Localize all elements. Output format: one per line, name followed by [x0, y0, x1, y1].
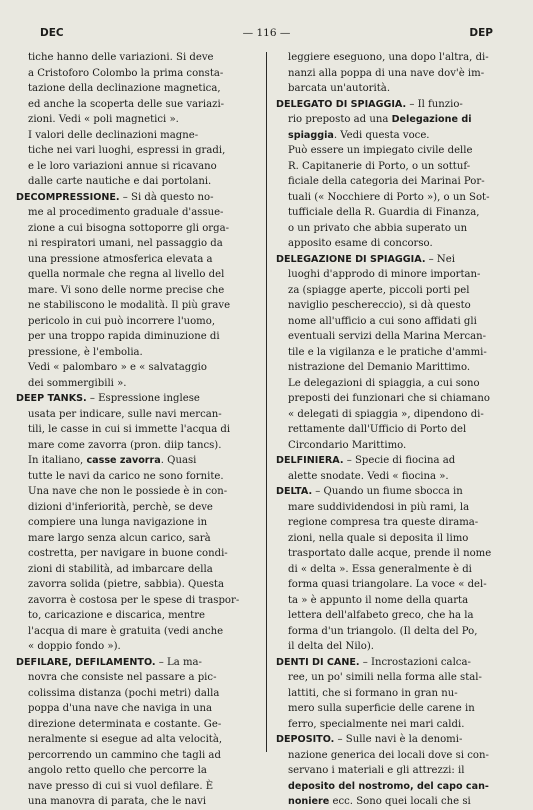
line-text: za (spiagge aperte, piccoli porti pel — [288, 284, 470, 296]
text-line — [276, 469, 516, 485]
line-text: I valori delle declinazioni magne- — [28, 129, 199, 141]
entry-term: DELEGAZIONE DI SPIAGGIA. — [276, 253, 426, 265]
line-text: barcata un'autorità. — [288, 83, 391, 94]
text-line — [16, 608, 256, 624]
text-line — [276, 205, 516, 221]
text-line — [16, 562, 256, 578]
line-text: forma quasi triangolare. La voce « del- — [288, 579, 487, 590]
text-line — [276, 128, 516, 144]
text-line — [276, 639, 516, 655]
text-line — [16, 97, 256, 113]
text-line — [16, 500, 256, 516]
column-divider — [266, 52, 267, 752]
line-text: trasportato dalle acque, prende il nome — [288, 548, 492, 559]
line-text: ni respiratori umani, nel passaggio da — [28, 238, 223, 249]
text-line — [16, 639, 256, 655]
right-column — [276, 50, 516, 807]
line-text: tutte le navi da carico ne sono fornite. — [28, 470, 224, 482]
entry-term: DEFILARE, DEFILAMENTO. — [16, 656, 156, 668]
line-text: ne stabiliscono le modalità. Il più grave — [28, 300, 231, 311]
bold-term: noniere — [288, 796, 330, 807]
text-line — [16, 732, 256, 748]
line-text: compiere una lunga navigazione in — [28, 517, 208, 528]
bold-term: deposito del nostromo, del capo can- — [288, 780, 489, 792]
line-text: il delta del Nilo). — [288, 641, 374, 652]
text-line — [276, 438, 516, 454]
line-text-after: ecc. Sono quei locali che si — [329, 796, 471, 807]
bold-term: spiaggia — [288, 129, 334, 141]
line-text: dizioni d'inferiorità, perchè, se deve — [28, 501, 213, 513]
line-text: zavorra è costosa per le spese di traspor- — [28, 594, 240, 606]
text-line — [16, 143, 256, 159]
line-text: ficiale della categoria dei Marinai Por- — [288, 176, 485, 187]
text-line — [276, 190, 516, 206]
text-line — [276, 686, 516, 702]
text-line — [16, 283, 256, 299]
text-line — [276, 50, 516, 66]
line-text: rettamente dall'Ufficio di Porto del — [288, 424, 467, 435]
text-line — [16, 686, 256, 702]
line-text: mero sulla superficie delle carene in — [288, 703, 475, 714]
text-line — [16, 174, 256, 190]
line-text: tiche nei vari luoghi, espressi in gradi, — [28, 145, 226, 156]
line-text: R. Capitanerie di Porto, o un sottuf- — [288, 160, 471, 172]
text-line — [276, 748, 516, 764]
line-text: zione a cui bisogna sottoporre gli orga- — [28, 222, 229, 234]
entry-term: DENTI DI CANE. — [276, 656, 360, 668]
page-header — [0, 27, 533, 41]
text-line — [276, 81, 516, 97]
line-text: novra che consiste nel passare a pic- — [28, 672, 217, 683]
text-line — [276, 159, 516, 175]
line-text: me al procedimento graduale d'assue- — [28, 207, 224, 218]
text-line — [16, 236, 256, 252]
text-line — [276, 314, 516, 330]
line-text: zavorra solida (pietre, sabbia). Questa — [28, 579, 224, 590]
entry-line — [276, 655, 516, 671]
text-line — [16, 81, 256, 97]
line-text: lattiti, che si formano in gran nu- — [288, 687, 458, 699]
text-line — [16, 422, 256, 438]
entry-line — [276, 252, 516, 268]
entry-line — [16, 391, 256, 407]
text-line — [16, 376, 256, 392]
entry-term: DEEP TANKS. — [16, 393, 87, 404]
line-text: zioni. Vedi « poli magnetici ». — [28, 114, 179, 125]
line-text: l'acqua di mare è gratuita (vedi anche — [28, 625, 224, 637]
line-text: Può essere un impiegato civile delle — [288, 145, 473, 156]
entry-line — [276, 732, 516, 748]
text-line — [276, 112, 516, 128]
text-line — [276, 701, 516, 717]
text-line — [276, 500, 516, 516]
text-line — [16, 593, 256, 609]
line-text-after: . Vedi questa voce. — [333, 129, 430, 141]
text-line — [276, 577, 516, 593]
line-text: colissima distanza (pochi metri) dalla — [28, 687, 220, 699]
text-line — [276, 794, 516, 810]
line-text: nave presso di cui si vuol defilare. È — [28, 780, 214, 792]
entry-line — [16, 655, 256, 671]
line-text: poppa d'una nave che naviga in una — [28, 703, 212, 714]
line-text: costretta, per navigare in buone condi- — [28, 548, 228, 559]
line-text: mare come zavorra (pron. diip tancs). — [28, 439, 222, 451]
text-line — [276, 66, 516, 82]
text-line — [16, 329, 256, 345]
text-line — [16, 159, 256, 175]
text-line — [16, 66, 256, 82]
line-text: Le delegazioni di spiaggia, a cui sono — [288, 377, 480, 389]
line-text: – Incrostazioni calca- — [359, 656, 471, 668]
line-text: – Quando un fiume sbocca in — [312, 486, 463, 497]
text-line — [16, 360, 256, 376]
text-line — [276, 779, 516, 795]
text-line — [276, 143, 516, 159]
text-line — [276, 670, 516, 686]
text-line — [276, 267, 516, 283]
line-text: tiche hanno delle variazioni. Si deve — [28, 52, 214, 63]
text-line — [276, 236, 516, 252]
line-text: naviglio peschereccio), si dà questo — [288, 300, 471, 311]
line-text: neralmente si esegue ad alta velocità, — [28, 734, 223, 745]
entry-term: DELTA. — [276, 486, 313, 497]
line-text: to, caricazione e discarica, mentre — [28, 610, 206, 621]
line-text: dei sommergibili ». — [28, 377, 127, 389]
entry-term: DEPOSITO. — [276, 734, 335, 745]
line-text: ed anche la scoperta delle sue variazi- — [28, 98, 225, 110]
entry-term: DECOMPRESSIONE. — [16, 191, 120, 203]
text-line — [16, 484, 256, 500]
line-text: nistrazione del Demanio Marittimo. — [288, 362, 471, 373]
line-text: forma d'un triangolo. (Il delta del Po, — [288, 625, 478, 637]
text-line — [276, 283, 516, 299]
text-line — [276, 360, 516, 376]
entry-line — [276, 97, 516, 113]
entry-line — [276, 484, 516, 500]
entry-term: DELFINIERA. — [276, 455, 344, 466]
text-line — [16, 267, 256, 283]
text-line — [16, 221, 256, 237]
text-line — [276, 562, 516, 578]
text-line — [16, 314, 256, 330]
header-left-guide-word: DEC — [40, 27, 64, 39]
entry-line — [16, 190, 256, 206]
line-text: eventuali servizi della Marina Mercan- — [288, 331, 487, 342]
text-line — [276, 345, 516, 361]
line-text: rio preposto ad una — [288, 114, 392, 125]
line-text: angolo retto quello che percorre la — [28, 765, 207, 776]
header-right-guide-word: DEP — [469, 27, 493, 39]
line-text: – Sulle navi è la denomi- — [334, 734, 463, 745]
text-line — [16, 205, 256, 221]
line-text: alette snodate. Vedi « fiocina ». — [288, 470, 449, 482]
line-text: – Si dà questo no- — [119, 191, 214, 203]
text-line — [16, 624, 256, 640]
text-line — [16, 469, 256, 485]
line-text: dalle carte nautiche e dai portolani. — [28, 176, 212, 187]
text-line — [16, 577, 256, 593]
line-text: quella normale che regna al livello del — [28, 269, 225, 280]
line-text: In italiano, — [28, 455, 87, 466]
bold-term: Delegazione di — [391, 114, 472, 125]
line-text: percorrendo un cammino che tagli ad — [28, 749, 221, 761]
bold-term: casse zavorra — [86, 455, 161, 466]
text-line — [16, 407, 256, 423]
text-line — [276, 298, 516, 314]
text-line — [276, 608, 516, 624]
line-text: usata per indicare, sulle navi mercan- — [28, 408, 222, 420]
line-text: leggiere eseguono, una dopo l'altra, di- — [288, 52, 489, 63]
line-text: servano i materiali e gli attrezzi: il — [288, 765, 465, 776]
text-line — [16, 515, 256, 531]
entry-term: DELEGATO DI SPIAGGIA. — [276, 98, 407, 110]
line-text: zioni, nella quale si deposita il limo — [288, 532, 469, 544]
text-line — [276, 624, 516, 640]
text-line — [16, 794, 256, 810]
line-text: nanzi alla poppa di una nave dov'è im- — [288, 67, 485, 79]
line-text: lettera dell'alfabeto greco, che ha la — [288, 610, 474, 621]
line-text: – Nei — [425, 253, 455, 265]
line-text: luoghi d'approdo di minore importan- — [288, 269, 481, 280]
line-text: – Il funzio- — [406, 98, 463, 110]
entry-line — [276, 453, 516, 469]
text-line — [276, 422, 516, 438]
text-line — [16, 128, 256, 144]
line-text: ferro, specialmente nei mari caldi. — [288, 718, 465, 730]
line-text: e le loro variazioni annue si ricavano — [28, 160, 217, 172]
text-line — [276, 407, 516, 423]
text-line — [16, 453, 256, 469]
text-line — [16, 546, 256, 562]
text-line — [16, 298, 256, 314]
line-text: mare suddividendosi in più rami, la — [288, 501, 470, 513]
line-text: ree, un po' simili nella forma alle stal- — [288, 672, 482, 683]
line-text: tufficiale della R. Guardia di Finanza, — [288, 207, 480, 218]
text-line — [276, 329, 516, 345]
line-text: nazione generica dei locali dove si con- — [288, 749, 489, 761]
line-text: una manovra di parata, che le navi — [28, 796, 207, 807]
text-line — [276, 717, 516, 733]
page-number: — 116 — — [242, 27, 291, 39]
line-text: Vedi « palombaro » e « salvataggio — [28, 362, 207, 373]
line-text: tili, le casse in cui si immette l'acqua di — [28, 424, 231, 435]
text-line — [16, 50, 256, 66]
line-text: zioni di stabilità, ad imbarcare della — [28, 563, 213, 575]
text-line — [16, 763, 256, 779]
line-text: a Cristoforo Colombo la prima consta- — [28, 67, 224, 79]
line-text: ta » è appunto il nome della quarta — [288, 594, 469, 606]
line-text: di « delta ». Essa generalmente è di — [288, 563, 472, 575]
text-line — [16, 701, 256, 717]
left-column — [16, 50, 256, 807]
text-line — [16, 779, 256, 795]
line-text: pericolo in cui può incorrere l'uomo, — [28, 315, 216, 327]
text-line — [16, 717, 256, 733]
line-text: mare. Vi sono delle norme precise che — [28, 284, 225, 296]
line-text: direzione determinata e costante. Ge- — [28, 718, 222, 730]
text-line — [16, 112, 256, 128]
text-line — [16, 531, 256, 547]
text-line — [16, 252, 256, 268]
text-line — [276, 515, 516, 531]
text-line — [276, 174, 516, 190]
line-text: « delegati di spiaggia », dipendono di- — [288, 408, 484, 420]
line-text: o un privato che abbia superato un — [288, 222, 468, 234]
text-line — [276, 763, 516, 779]
line-text-after: . Quasi — [160, 455, 197, 466]
line-text: regione compresa tra queste dirama- — [288, 517, 479, 528]
line-text: una pressione atmosferica elevata a — [28, 253, 213, 265]
text-line — [276, 221, 516, 237]
text-line — [276, 376, 516, 392]
text-line — [276, 531, 516, 547]
text-line — [276, 546, 516, 562]
line-text: tazione della declinazione magnetica, — [28, 83, 221, 94]
text-line — [16, 748, 256, 764]
line-text: per una troppo rapida diminuzione di — [28, 331, 220, 342]
line-text: pressione, è l'embolia. — [28, 346, 143, 358]
line-text: – Specie di fiocina ad — [343, 455, 456, 466]
line-text: preposti dei funzionari che si chiamano — [288, 393, 491, 404]
text-line — [276, 593, 516, 609]
text-line — [276, 391, 516, 407]
line-text: nome all'ufficio a cui sono affidati gli — [288, 315, 477, 327]
text-line — [16, 438, 256, 454]
text-line — [16, 670, 256, 686]
text-line — [16, 345, 256, 361]
line-text: Una nave che non le possiede è in con- — [28, 486, 228, 497]
line-text: apposito esame di concorso. — [288, 238, 433, 249]
line-text: « doppio fondo »). — [28, 641, 121, 652]
line-text: tile e la vigilanza e le pratiche d'ammi- — [288, 346, 487, 358]
line-text: tuali (« Nocchiere di Porto »), o un Sot- — [288, 191, 490, 203]
line-text: – Espressione inglese — [86, 393, 200, 404]
line-text: Circondario Marittimo. — [288, 439, 407, 451]
line-text: – La ma- — [155, 656, 202, 668]
line-text: mare largo senza alcun carico, sarà — [28, 532, 211, 544]
